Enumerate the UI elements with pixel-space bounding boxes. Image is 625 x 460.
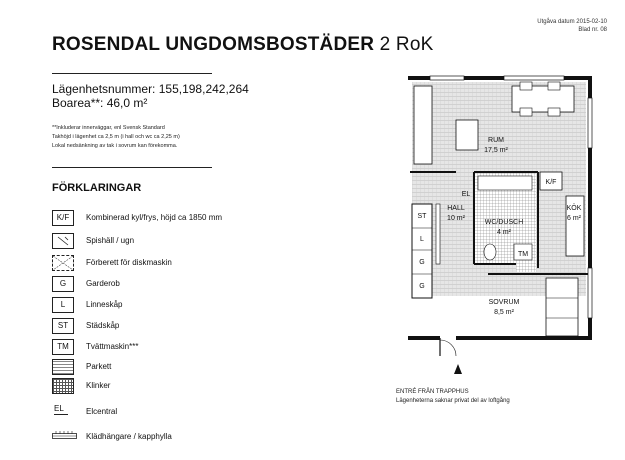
apartment-numbers: Lägenhetsnummer: 155,198,242,264 bbox=[52, 82, 249, 96]
tm-symbol: TM bbox=[517, 251, 529, 258]
armchair bbox=[456, 120, 478, 150]
divider bbox=[52, 167, 212, 168]
room-name: WC/DUSCH bbox=[484, 219, 524, 226]
legend-symbol-linneskap: L bbox=[52, 297, 74, 313]
window bbox=[430, 76, 464, 80]
g-symbol: G bbox=[419, 259, 425, 266]
legend-symbol-elcentral: EL bbox=[54, 404, 64, 413]
title-suffix: 2 RoK bbox=[379, 34, 434, 55]
st-symbol: ST bbox=[417, 213, 427, 220]
divider bbox=[52, 73, 212, 74]
legend-label: Spishäll / ugn bbox=[86, 236, 135, 245]
entrance-note: Lägenheterna saknar privat del av loftgång bbox=[396, 398, 510, 404]
legend-label: Städskåp bbox=[86, 321, 120, 330]
window bbox=[588, 98, 592, 148]
shower bbox=[478, 176, 532, 190]
notes bbox=[52, 124, 180, 151]
room-area: 17,5 m² bbox=[484, 147, 508, 154]
chair bbox=[520, 82, 532, 90]
room-area: 6 m² bbox=[567, 215, 581, 222]
door-swing bbox=[440, 340, 456, 356]
legend-label: Linneskåp bbox=[86, 300, 123, 309]
window bbox=[588, 268, 592, 318]
g-symbol: G bbox=[419, 283, 425, 290]
issue-date: Utgåva datum 2015-02-10 bbox=[537, 19, 607, 25]
page-title bbox=[52, 34, 433, 56]
chair bbox=[548, 82, 560, 90]
legend-label: Klädhängare / kapphylla bbox=[86, 432, 172, 441]
legend-label: Kombinerad kyl/frys, höjd ca 1850 mm bbox=[86, 213, 223, 222]
legend-symbol-stadskap: ST bbox=[52, 318, 74, 334]
legend-label: Klinker bbox=[86, 381, 111, 390]
chair bbox=[548, 108, 560, 116]
sheet-number: Blad nr. 08 bbox=[578, 27, 607, 33]
legend-symbol-klinker-icon bbox=[52, 378, 74, 394]
room-area: 8,5 m² bbox=[494, 309, 514, 316]
chair bbox=[520, 108, 532, 116]
floor-plan-drawing bbox=[396, 68, 608, 378]
room-name: RUM bbox=[488, 137, 504, 144]
room-name: HALL bbox=[447, 205, 465, 212]
room-name: KÖK bbox=[566, 205, 582, 212]
legend-label: Förberett för diskmaskin bbox=[86, 258, 172, 267]
toilet bbox=[484, 244, 496, 260]
legend-label: Tvättmaskin*** bbox=[86, 342, 139, 351]
kf-symbol: K/F bbox=[545, 179, 557, 186]
note: Takhöjd i lägenhet ca 2,5 m (i hall och wc ca 2,25 m) bbox=[52, 134, 180, 140]
room-name: SOVRUM bbox=[488, 299, 520, 306]
legend-symbol-stove-icon bbox=[52, 233, 74, 249]
title-main: ROSENDAL UNGDOMSBOSTÄDER bbox=[52, 34, 375, 55]
entrance-arrow-icon bbox=[454, 364, 462, 374]
legend-symbol-elcentral-icon bbox=[54, 404, 68, 415]
bed bbox=[414, 86, 432, 164]
legend-label: Parkett bbox=[86, 362, 112, 371]
room-area: 4 m² bbox=[497, 229, 511, 236]
apartment-area: Boarea**: 46,0 m² bbox=[52, 96, 148, 110]
entrance-info bbox=[396, 388, 510, 406]
legend-symbol-dishwasher-icon bbox=[52, 255, 74, 271]
legend-symbol-kf: K/F bbox=[52, 210, 74, 226]
note: **Inkluderar innerväggar, enl Svensk Standard bbox=[52, 125, 165, 131]
window bbox=[504, 76, 564, 80]
legend-label: Garderob bbox=[86, 279, 120, 288]
legend-symbol-garderob: G bbox=[52, 276, 74, 292]
el-symbol: EL bbox=[461, 191, 471, 198]
l-symbol: L bbox=[420, 236, 424, 243]
legend-symbol-parkett-icon bbox=[52, 359, 74, 375]
legend-symbol-hanger-icon bbox=[52, 430, 78, 440]
sovrum-wardrobe bbox=[546, 278, 578, 336]
legend-title: FÖRKLARINGAR bbox=[52, 182, 142, 194]
legend-label: Elcentral bbox=[86, 407, 118, 416]
entrance-label: ENTRÉ FRÅN TRAPPHUS bbox=[396, 389, 469, 395]
floor-plan bbox=[396, 68, 608, 383]
note: Lokal nedsänkning av tak i sovrum kan förekomma. bbox=[52, 143, 178, 149]
hanger-rail bbox=[436, 204, 440, 264]
legend-symbol-tvattmaskin: TM bbox=[52, 339, 74, 355]
room-area: 10 m² bbox=[447, 215, 465, 222]
